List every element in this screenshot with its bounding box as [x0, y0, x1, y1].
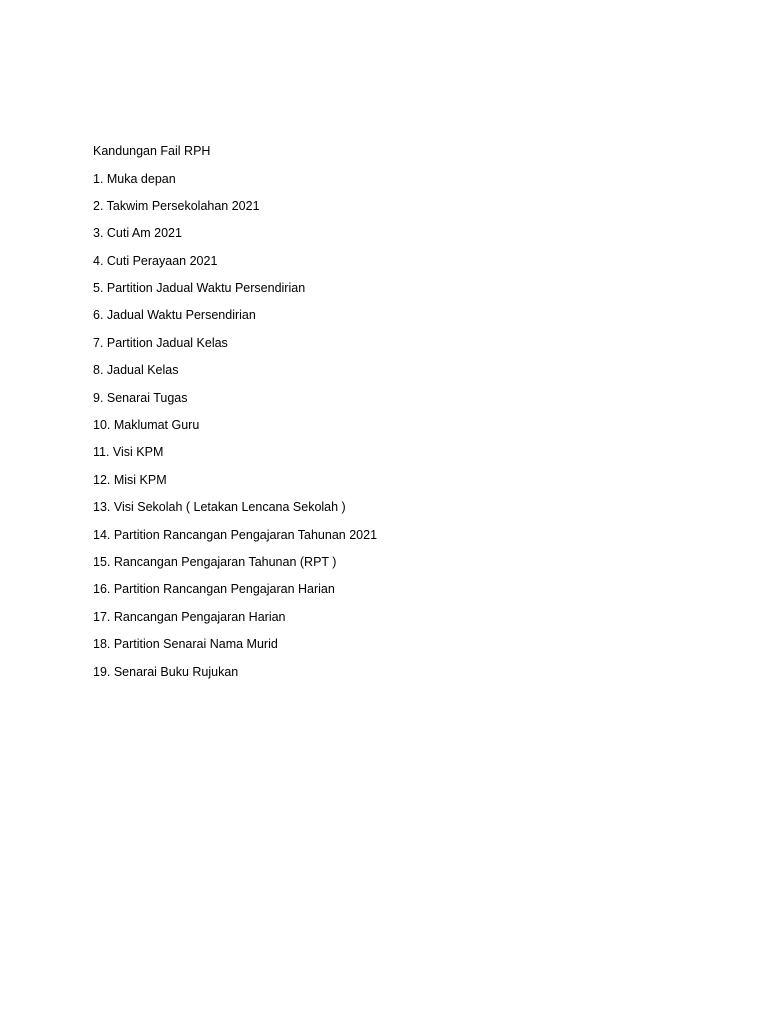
list-item: 6. Jadual Waktu Persendirian [93, 308, 256, 323]
list-item: 17. Rancangan Pengajaran Harian [93, 609, 286, 624]
list-item: 10. Maklumat Guru [93, 418, 200, 433]
list-item: 18. Partition Senarai Nama Murid [93, 637, 278, 652]
document-title: Kandungan Fail RPH [93, 144, 211, 158]
list-item: 12. Misi KPM [93, 472, 167, 487]
list-item: 7. Partition Jadual Kelas [93, 335, 228, 350]
list-item: 2. Takwim Persekolahan 2021 [93, 198, 260, 213]
list-item: 15. Rancangan Pengajaran Tahunan (RPT ) [93, 554, 337, 569]
list-item: 13. Visi Sekolah ( Letakan Lencana Sekolah ) [93, 500, 346, 515]
contents-list [93, 169, 693, 682]
list-item: 4. Cuti Perayaan 2021 [93, 253, 218, 268]
list-item: 5. Partition Jadual Waktu Persendirian [93, 281, 306, 296]
list-item: 9. Senarai Tugas [93, 390, 188, 405]
list-item: 14. Partition Rancangan Pengajaran Tahunan 2021 [93, 527, 378, 542]
list-item: 3. Cuti Am 2021 [93, 226, 182, 241]
list-item: 16. Partition Rancangan Pengajaran Harian [93, 582, 335, 597]
list-item: 1. Muka depan [93, 171, 176, 186]
list-item: 19. Senarai Buku Rujukan [93, 664, 239, 679]
list-item: 8. Jadual Kelas [93, 363, 179, 378]
list-item: 11. Visi KPM [93, 445, 164, 460]
document-content [93, 141, 693, 689]
